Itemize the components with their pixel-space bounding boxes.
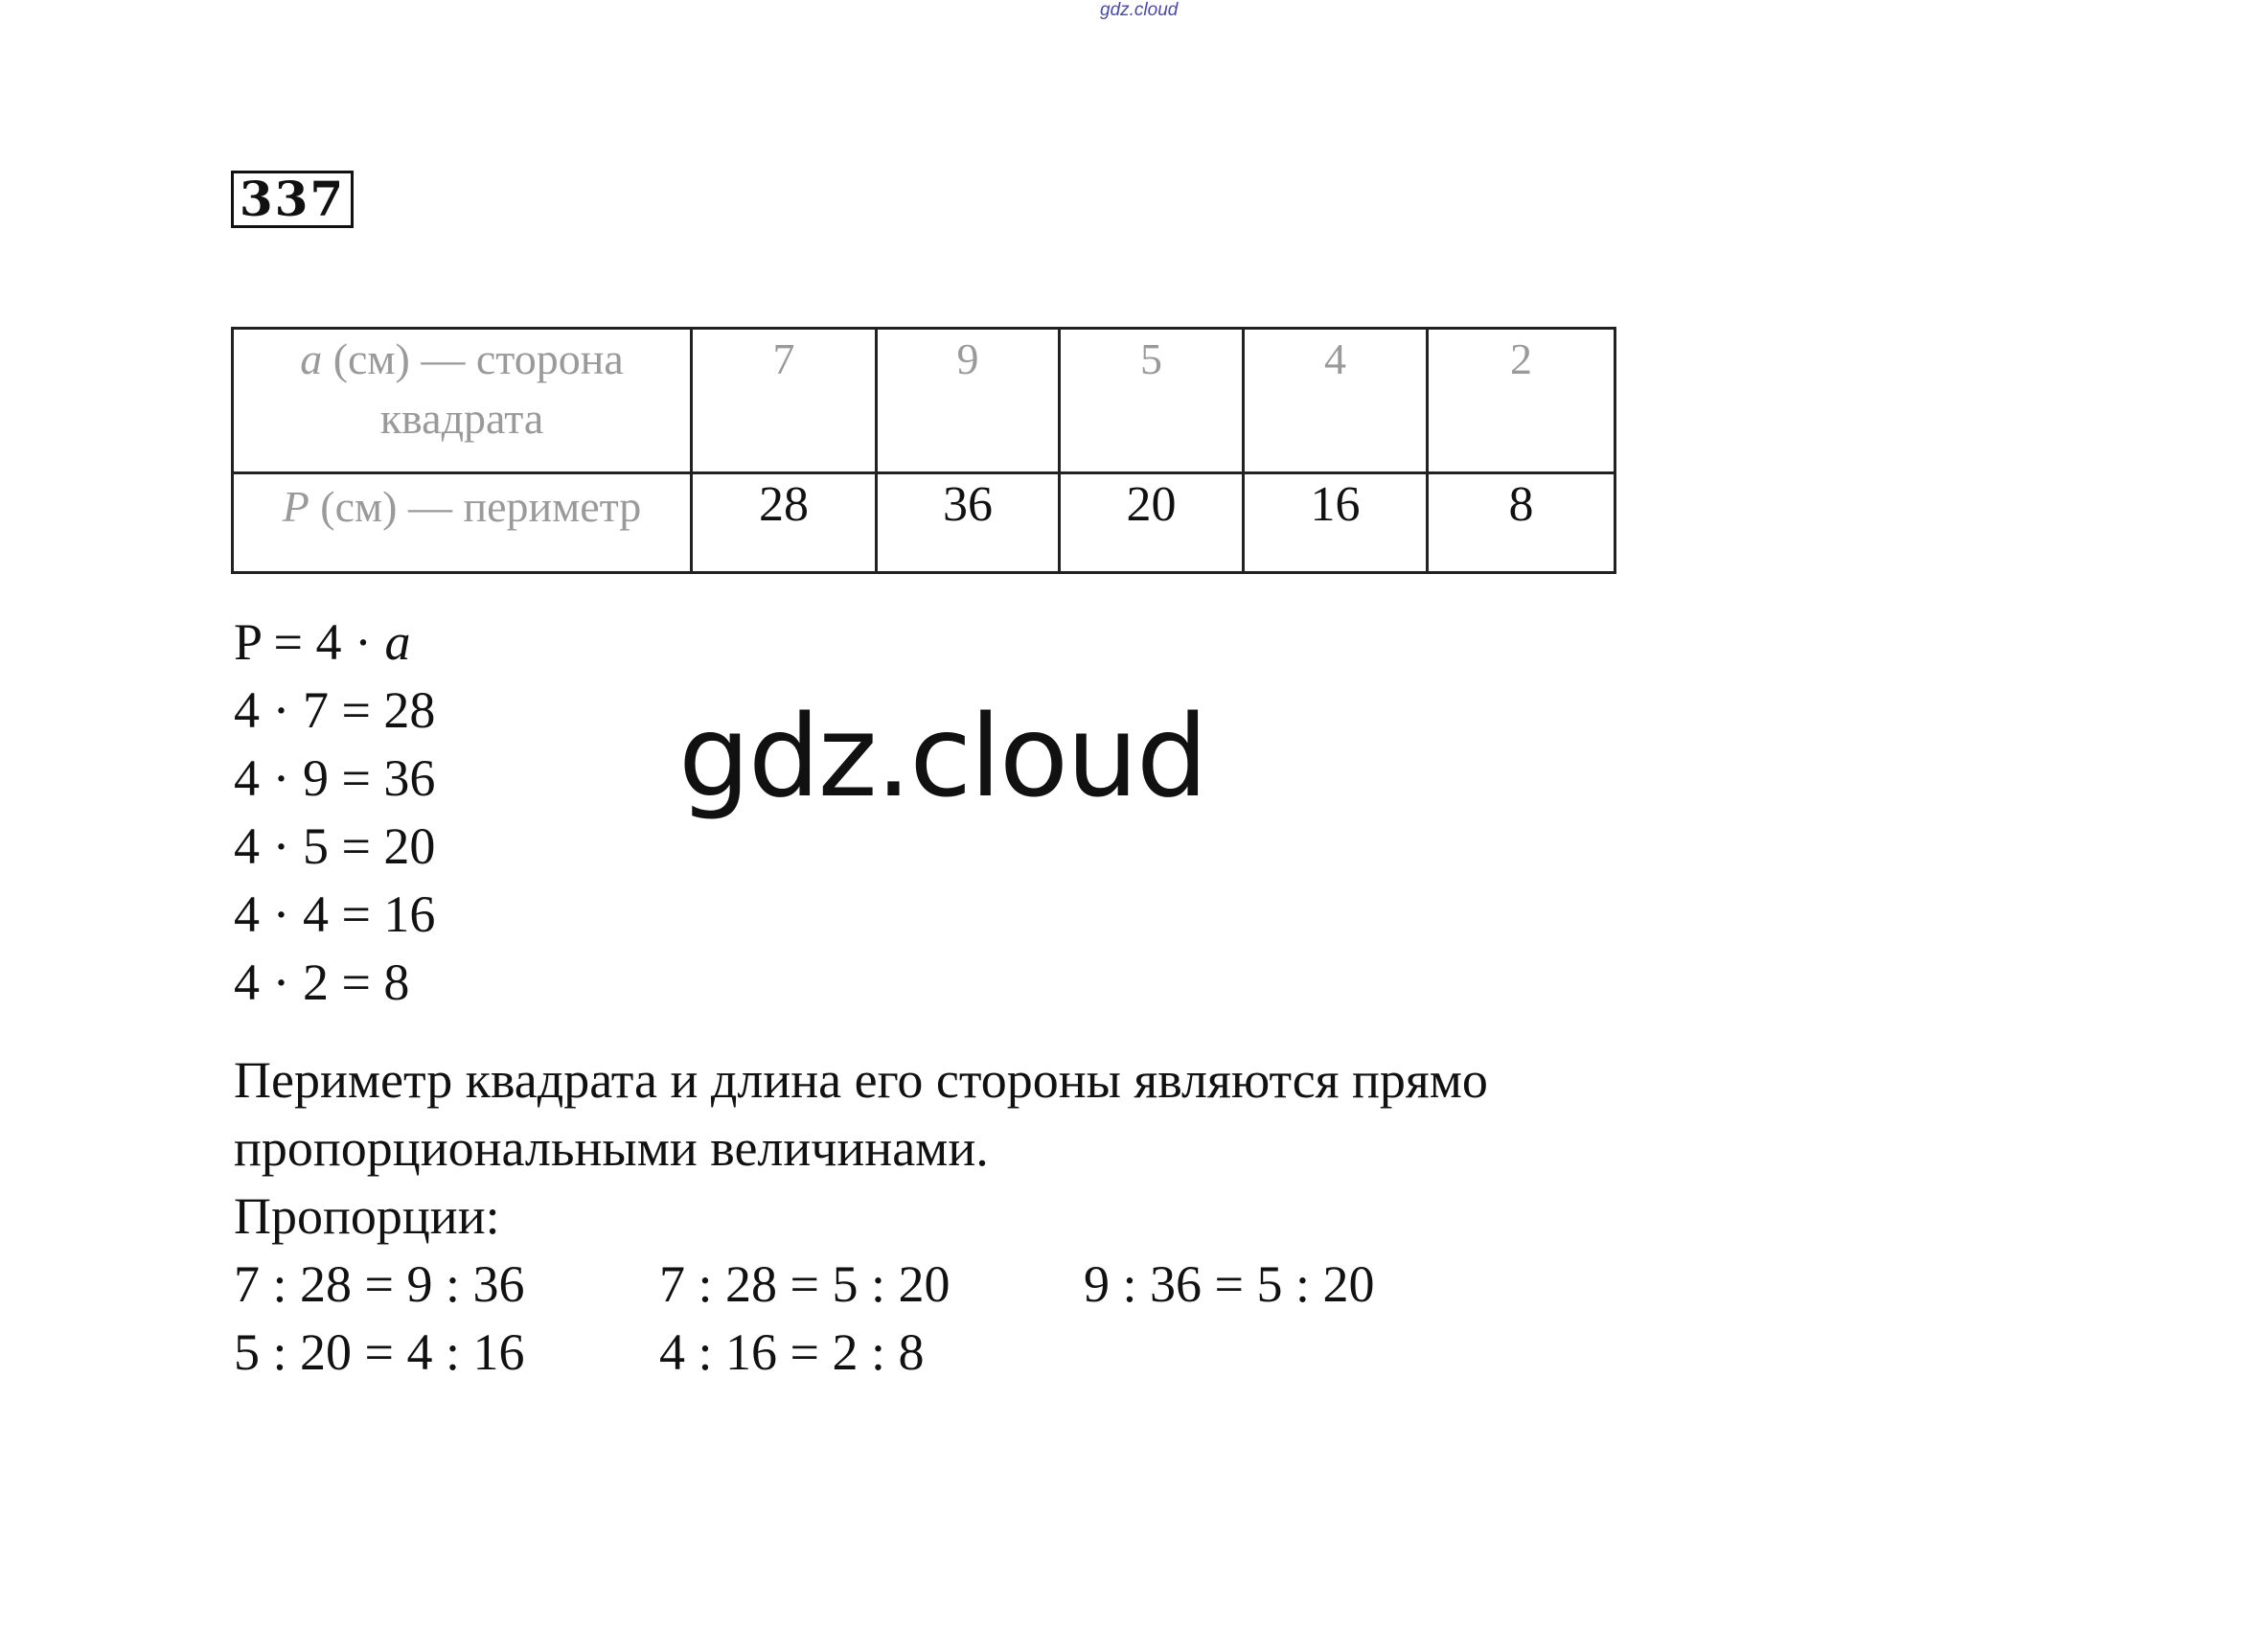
side-cell: 9	[877, 329, 1060, 473]
row-label-side-text-2: квадрата	[379, 394, 544, 443]
proportions-row	[234, 1251, 1488, 1319]
proportion: 5 : 20 = 4 : 16	[234, 1323, 525, 1381]
row-label-side	[233, 329, 692, 473]
conclusion-line: Периметр квадрата и длина его стороны являются прямо	[234, 1051, 1488, 1109]
main-formula-left: P = 4 ·	[234, 613, 385, 671]
main-formula-var: a	[384, 613, 411, 671]
task-number: 337	[231, 171, 354, 228]
conclusion-line: пропорциональными величинами.	[234, 1119, 989, 1177]
formula-block	[234, 609, 435, 1017]
perimeter-cell: 8	[1428, 473, 1615, 573]
proportion: 7 : 28 = 9 : 36	[234, 1255, 525, 1313]
conclusion-block	[234, 1046, 1488, 1387]
row-label-side-text: (см) — сторона	[322, 334, 624, 383]
perimeter-cell: 28	[692, 473, 877, 573]
side-cell: 7	[692, 329, 877, 473]
formula-line: 4 · 7 = 28	[234, 681, 436, 739]
proportions-title: Пропорции:	[234, 1187, 500, 1245]
formula-line: 4 · 4 = 16	[234, 885, 436, 943]
values-table	[231, 327, 1616, 574]
perimeter-cell: 16	[1244, 473, 1428, 573]
proportions-row	[234, 1319, 1488, 1387]
site-watermark-small: gdz.cloud	[1100, 0, 1179, 20]
formula-line: 4 · 5 = 20	[234, 817, 436, 875]
variable-p: P	[282, 482, 309, 531]
row-label-perimeter-text: (см) — периметр	[309, 482, 642, 531]
side-cell: 5	[1060, 329, 1244, 473]
perimeter-cell: 36	[877, 473, 1060, 573]
perimeter-cell: 20	[1060, 473, 1244, 573]
formula-line: 4 · 2 = 8	[234, 953, 410, 1011]
side-cell: 4	[1244, 329, 1428, 473]
table-row-perimeter	[233, 473, 1615, 573]
site-watermark-large: gdz.cloud	[678, 690, 1206, 822]
row-label-perimeter	[233, 473, 692, 573]
proportion: 9 : 36 = 5 : 20	[1084, 1255, 1375, 1313]
formula-line: 4 · 9 = 36	[234, 749, 436, 807]
main-formula	[234, 609, 435, 677]
variable-a: a	[300, 334, 323, 383]
side-cell: 2	[1428, 329, 1615, 473]
proportion: 7 : 28 = 5 : 20	[659, 1255, 951, 1313]
table-row-side	[233, 329, 1615, 473]
proportion: 4 : 16 = 2 : 8	[659, 1323, 925, 1381]
